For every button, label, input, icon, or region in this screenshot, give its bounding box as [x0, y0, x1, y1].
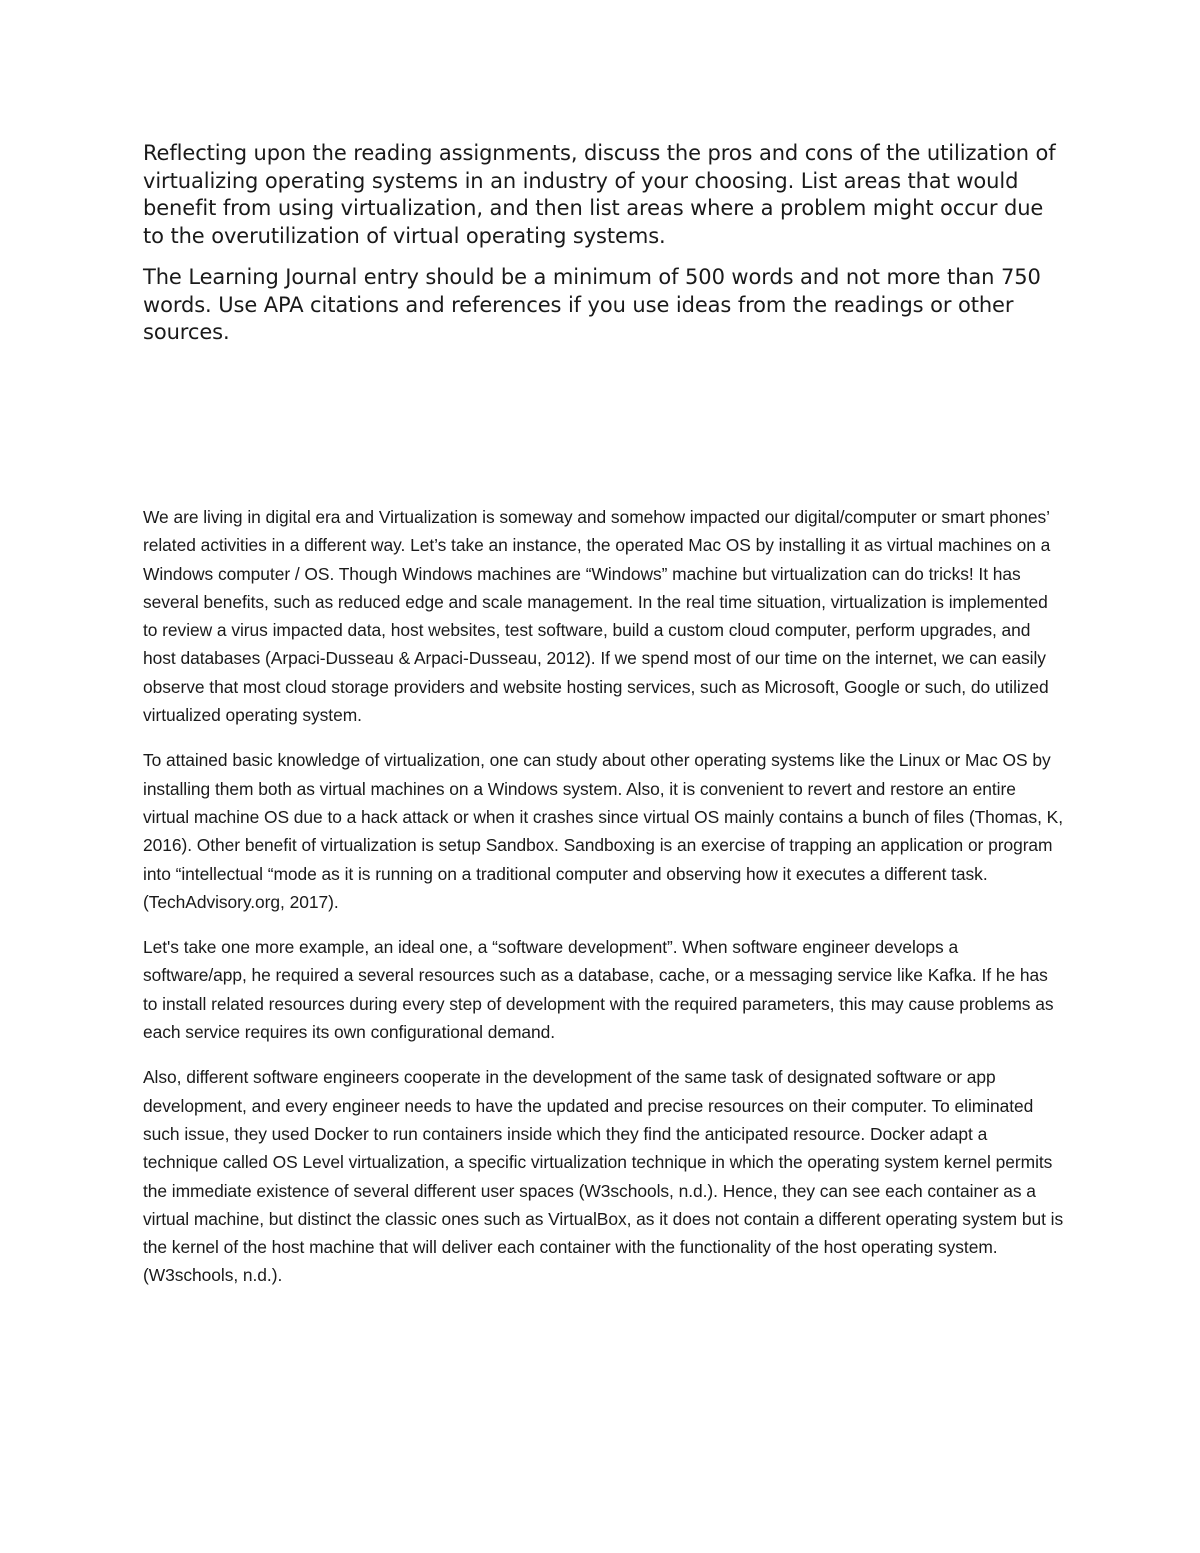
answer-paragraph-1: We are living in digital era and Virtualization is someway and somehow impacted our digital/computer or smart phones’ related activities in a different way. Let’s take an instance, the operated Mac OS by installing it as virtual machines on a Windows computer / OS. Though Windows machines are “Windows” machine but virtualization can do tricks! It has several benefits, such as reduced edge and scale management. In the real time situation, virtualization is implemented to review a virus impacted data, host websites, test software, build a custom cloud computer, perform upgrades, and host databases (Arpaci-Dusseau & Arpaci-Dusseau, 2012). If we spend most of our time on the internet, we can easily observe that most cloud storage providers and website hosting services, such as Microsoft, Google or such, do utilized virtualized operating system. [143, 507, 1051, 726]
prompt-paragraph-2: The Learning Journal entry should be a minimum of 500 words and not more than 750 words. Use APA citations and references if you use ideas from the readings or other sources. [143, 265, 1041, 344]
answer-paragraph-4: Also, different software engineers cooperate in the development of the same task of designated software or app development, and every engineer needs to have the updated and precise resources on their computer. To eliminated such issue, they used Docker to run containers inside which they find the anticipated resource. Docker adapt a technique called OS Level virtualization, a specific virtualization technique in which the operating system kernel permits the immediate existence of several different user spaces (W3schools, n.d.). Hence, they can see each container as a virtual machine, but distinct the classic ones such as VirtualBox, as it does not contain a different operating system but is the kernel of the host machine that will deliver each container with the functionality of the host operating system. (W3schools, n.d.). [143, 1067, 1064, 1286]
answer-paragraph-3: Let's take one more example, an ideal one, a “software development”. When software engineer develops a software/app, he required a several resources such as a database, cache, or a messaging service like Kafka. If he has to install related resources during every step of development with the required parameters, this may cause problems as each service requires its own configurational demand. [143, 937, 1054, 1043]
answer-paragraph-2: To attained basic knowledge of virtualization, one can study about other operating systems like the Linux or Mac OS by installing them both as virtual machines on a Windows system. Also, it is convenient to revert and restore an entire virtual machine OS due to a hack attack or when it crashes since virtual OS mainly contains a bunch of files (Thomas, K, 2016). Other benefit of virtualization is setup Sandbox. Sandboxing is an exercise of trapping an application or program into “intellectual “mode as it is running on a traditional computer and observing how it executes a different task. (TechAdvisory.org, 2017). [143, 750, 1063, 912]
prompt-paragraph-1: Reflecting upon the reading assignments, discuss the pros and cons of the utilization of virtualizing operating systems in an industry of your choosing. List areas that would benefit from using virtualization, and then list areas where a problem might occur due to the overutilization of virtual operating systems. [143, 141, 1056, 248]
assignment-prompt [143, 140, 1060, 347]
journal-entry-body [143, 503, 1065, 1307]
